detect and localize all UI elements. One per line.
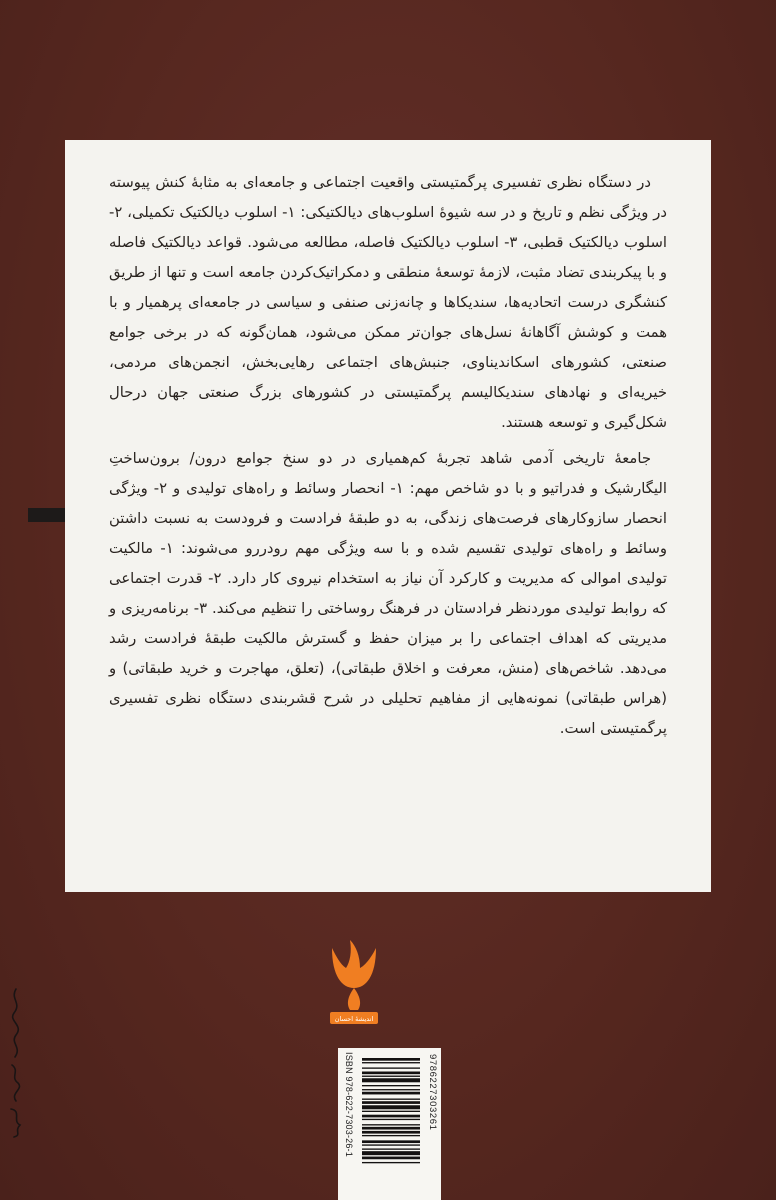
barcode-bar bbox=[362, 1162, 420, 1163]
blurb-paragraph-2: جامعهٔ تاریخی آدمی شاهد تجربهٔ کم‌همیاری در دو سنخ جوامع درون/ برون‌ساختِ الیگارشیک و فدراتیو و با دو شاخص مهم: ۱- انحصار وسائط و راه‌های تولیدی و ۲- ویژگی انحصار سازوکارهای فرصت‌های زندگی، به دو طبقهٔ فرادست و فرودست به نسبت داشتن وسائط و راه‌های تولیدی تقسیم شده و با سه ویژگی مهم رودررو می‌شوند: ۱- مالکیت تولیدی اموالی که مدیریت و کارکرد آن نیاز به استخدام نیروی کار دارد. ۲- قدرت اجتماعی که روابط تولیدی موردنظر فرادستان در فرهنگ روساختی را تنظیم می‌کند. ۳- برنامه‌ریزی و مدیریتی که اهداف اجتماعی را بر میزان حفظ و گسترش مالکیت طبقهٔ فرادست رشد می‌دهد. شاخص‌های (منش، معرفت و اخلاق طبقاتی)، (تعلق، مهاجرت و خرید طبقاتی) و (هراس طبقاتی) نمونه‌هایی از مفاهیم تحلیلی در شرح قشربندی دستگاه نظری تفسیری پرگمتیستی است. bbox=[109, 450, 667, 737]
barcode-bar bbox=[362, 1076, 420, 1077]
blurb-panel bbox=[65, 140, 711, 892]
barcode-bar bbox=[362, 1099, 420, 1100]
barcode-bar bbox=[362, 1078, 420, 1082]
barcode-bar bbox=[362, 1067, 420, 1068]
left-edge-tab bbox=[28, 508, 66, 522]
barcode-bar bbox=[362, 1105, 420, 1109]
barcode-bar bbox=[362, 1124, 420, 1125]
barcode-bar bbox=[362, 1115, 420, 1118]
isbn-label: ISBN 978-622-7303-26-1 bbox=[344, 1052, 354, 1157]
barcode-bar bbox=[362, 1131, 420, 1134]
isbn-barcode bbox=[338, 1048, 441, 1200]
isbn-digits: 9786227303261 bbox=[427, 1054, 438, 1131]
barcode-bar bbox=[362, 1127, 420, 1130]
barcode-bar bbox=[362, 1085, 420, 1086]
handwritten-signature bbox=[2, 985, 30, 1140]
barcode-bar bbox=[362, 1119, 420, 1120]
barcode-bar bbox=[362, 1089, 420, 1090]
barcode-bar bbox=[362, 1140, 420, 1143]
barcode-bar bbox=[362, 1111, 420, 1112]
bird-logo-icon bbox=[326, 936, 382, 1026]
barcode-bar bbox=[362, 1072, 420, 1075]
barcode-bar bbox=[362, 1135, 420, 1136]
barcode-bar bbox=[362, 1148, 420, 1149]
barcode-bar bbox=[362, 1101, 420, 1104]
barcode-bar bbox=[362, 1058, 420, 1061]
barcode-bar bbox=[362, 1062, 420, 1063]
publisher-name: اندیشهٔ احسان bbox=[334, 1015, 374, 1023]
barcode-bar bbox=[362, 1151, 420, 1155]
blurb-paragraph-1: در دستگاه نظری تفسیری پرگمتیستی واقعیت اجتماعی و جامعه‌ای به مثابهٔ کنش پیوسته در ویژگی نظم و تاریخ و در سه شیوهٔ اسلوب‌های دیالکتیکی: ۱- اسلوب دیالکتیک تکمیلی، ۲- اسلوب دیالکتیک قطبی، ۳- اسلوب دیالکتیک فاصله، مطالعه می‌شود. قواعد دیالکتیک فاصله و با پیکربندی تضاد مثبت، لازمهٔ توسعهٔ منطقی و دمکراتیک‌کردن جامعه است و تنها از طریق کنشگری درست اتحادیه‌ها، سندیکاها و چانه‌زنی صنفی و سیاسی در جامعه‌ای پرهمیار و با همت و کوشش آگاهانهٔ نسل‌های جوان‌تر ممکن می‌شود، همان‌گونه که در برخی جوامع صنعتی، کشورهای اسکاندیناوی، جنبش‌های اجتماعی رهایی‌بخش، انجمن‌های مردمی، خیریه‌ای و نهادهای سندیکالیسم پرگمتیستی در کشورهای بزرگ صنعتی جهان درحال شکل‌گیری و توسعه هستند. bbox=[109, 174, 667, 431]
barcode-bar bbox=[362, 1092, 420, 1095]
barcode-bar bbox=[362, 1144, 420, 1145]
barcode-bar bbox=[362, 1157, 420, 1160]
